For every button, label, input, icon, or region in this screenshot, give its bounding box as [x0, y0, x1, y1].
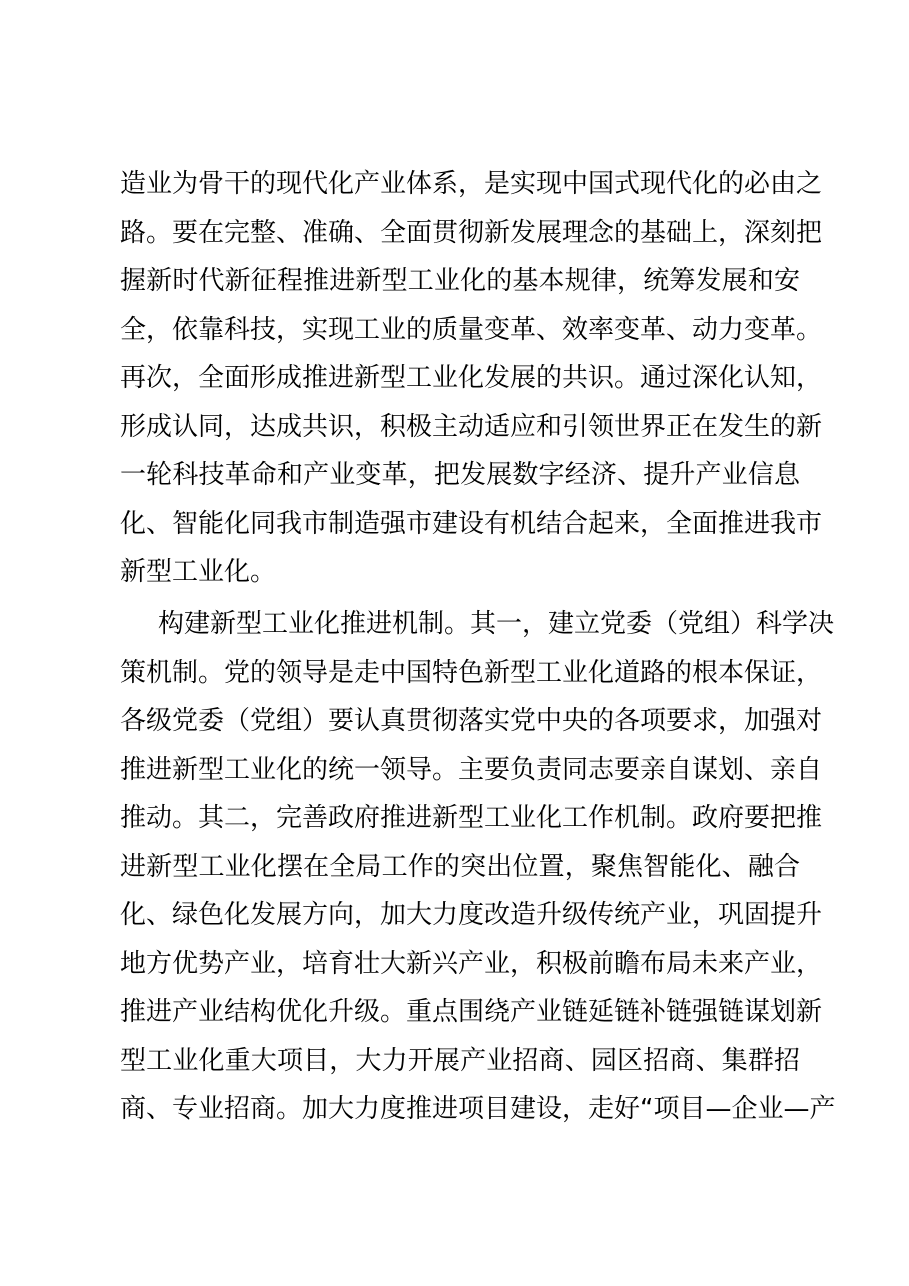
- text-line: 路。要在完整、准确、全面贯彻新发展理念的基础上，深刻把: [120, 217, 823, 248]
- text-line: 一轮科技革命和产业变革，把发展数字经济、提升产业信息: [120, 460, 800, 490]
- text-line: 型工业化重大项目，大力开展产业招商、园区招商、集群招: [120, 1045, 800, 1076]
- text-line: 造业为骨干的现代化产业体系，是实现中国式现代化的必由之: [120, 169, 823, 199]
- text-line: 形成认同，达成共识，积极主动适应和引领世界正在发生的新: [120, 411, 823, 442]
- text-line: 构建新型工业化推进机制。其一，建立党委（党组）科学决: [158, 609, 835, 639]
- text-line: 推进产业结构优化升级。重点围绕产业链延链补链强链谋划新: [120, 997, 823, 1027]
- text-line: 各级党委（党组）要认真贯彻落实党中央的各项要求，加强对: [120, 706, 823, 736]
- text-line: 全，依靠科技，实现工业的质量变革、效率变革、动力变革。: [120, 314, 823, 345]
- text-line: 新型工业化。: [120, 557, 277, 587]
- text-line: 化、智能化同我市制造强市建设有机结合起来，全面推进我市: [120, 508, 823, 539]
- text-line: 化、绿色化发展方向，加大力度改造升级传统产业，巩固提升: [120, 900, 823, 930]
- paragraph-1: [120, 160, 823, 597]
- text-line: 推动。其二，完善政府推进新型工业化工作机制。政府要把推: [120, 803, 823, 833]
- text-line: 策机制。党的领导是走中国特色新型工业化道路的根本保证，: [120, 657, 823, 688]
- paragraph-2: [120, 600, 836, 1134]
- text-line: 商、专业招商。加大力度推进项目建设，走好“项目—企业—产: [120, 1094, 836, 1124]
- text-line: 进新型工业化摆在全局工作的突出位置，聚焦智能化、融合: [120, 851, 800, 882]
- text-line: 推进新型工业化的统一领导。主要负责同志要亲自谋划、亲自: [120, 754, 823, 785]
- text-line: 握新时代新征程推进新型工业化的基本规律，统筹发展和安: [120, 266, 800, 296]
- text-line: 再次，全面形成推进新型工业化发展的共识。通过深化认知，: [120, 363, 823, 393]
- text-line: 地方优势产业，培育壮大新兴产业，积极前瞻布局未来产业，: [120, 948, 823, 979]
